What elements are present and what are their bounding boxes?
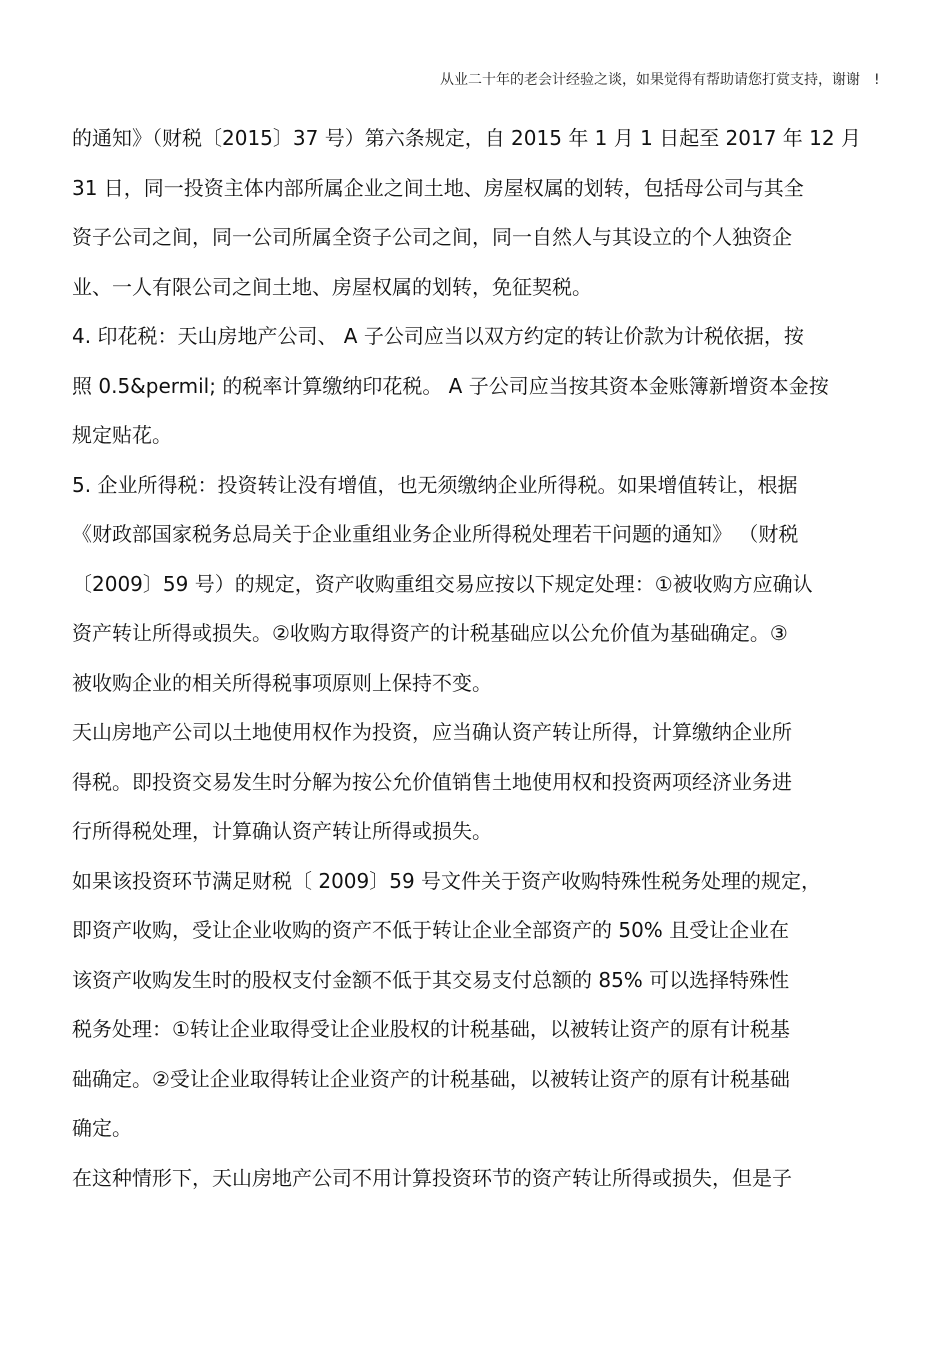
document-body [72,124,892,1213]
text-line-1: 的通知》（财税〔2015〕37 号）第六条规定，自 2015 年 1 月 1 日起至 2017 年 12 月 [72,126,861,150]
text-line-12: 被收购企业的相关所得税事项原则上保持不变。 [72,670,492,695]
text-line-7: 规定贴花。 [72,423,172,447]
text-line-2: 31 日，同一投资主体内部所属企业之间土地、房屋权属的划转，包括母公司与其全 [72,175,804,200]
page-header [440,70,880,90]
text-line-18: 该资产收购发生时的股权支付金额不低于其交易支付总额的 85% 可以选择特殊性 [72,967,790,992]
text-line-10: 〔2009〕59 号）的规定，资产收购重组交易应按以下规定处理：①被收购方应确认 [72,571,813,596]
text-line-21: 确定。 [72,1116,132,1140]
header-text: 从业二十年的老会计经验之谈，如果觉得有帮助请您打赏支持，谢谢 [440,72,860,88]
text-line-15: 行所得税处理，计算确认资产转让所得或损失。 [72,819,492,843]
text-line-14: 得税。即投资交易发生时分解为按公允价值销售土地使用权和投资两项经济业务进 [72,769,792,794]
text-line-20: 础确定。②受让企业取得转让企业资产的计税基础，以被转让资产的原有计税基础 [72,1066,790,1091]
text-line-19: 税务处理：①转让企业取得受让企业股权的计税基础，以被转让资产的原有计税基 [72,1017,790,1041]
text-line-13: 天山房地产公司以土地使用权作为投资，应当确认资产转让所得，计算缴纳企业所 [72,720,792,744]
text-line-3: 资子公司之间，同一公司所属全资子公司之间，同一自然人与其设立的个人独资企 [72,225,792,249]
text-line-9: 《财政部国家税务总局关于企业重组业务企业所得税处理若干问题的通知》 （财税 [72,522,799,546]
text-line-11: 资产转让所得或损失。②收购方取得资产的计税基础应以公允价值为基础确定。③ [72,621,788,645]
text-line-22: 在这种情形下，天山房地产公司不用计算投资环节的资产转让所得或损失，但是子 [72,1165,792,1190]
header-suffix: ! [874,72,880,88]
text-line-16: 如果该投资环节满足财税〔 2009〕59 号文件关于资产收购特殊性税务处理的规定， [72,868,822,893]
text-line-8: 5. 企业所得税：投资转让没有增值，也无须缴纳企业所得税。如果增值转让，根据 [72,472,798,497]
text-line-6: 照 0.5&permil; 的税率计算缴纳印花税。 A 子公司应当按其资本金账簿新增资本金按 [72,373,829,398]
text-line-4: 业、一人有限公司之间土地、房屋权属的划转，免征契税。 [72,274,592,299]
text-line-17: 即资产收购，受让企业收购的资产不低于转让企业全部资产的 50% 且受让企业在 [72,918,790,942]
text-line-5: 4. 印花税：天山房地产公司、 A 子公司应当以双方约定的转让价款为计税依据，按 [72,324,804,348]
